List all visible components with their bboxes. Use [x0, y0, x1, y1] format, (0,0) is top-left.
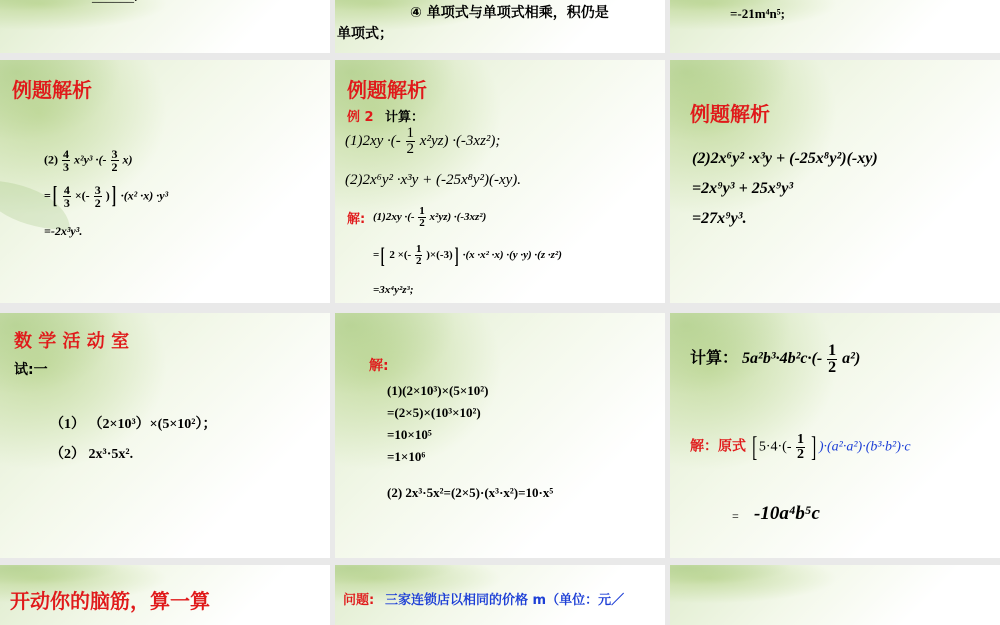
result-line: =-21m⁴n⁵;	[730, 6, 785, 21]
fraction-3-2-b: $\frac{3}{2}$	[94, 183, 101, 210]
answer-blank	[92, 0, 138, 6]
line2-start: =	[44, 188, 51, 203]
slide-title: 例题解析	[12, 78, 92, 102]
slide-r3-right[interactable]	[670, 313, 1000, 558]
solution-line2: =[ 2 ×(- $\frac{1}{2}$ )×(-3)] ·(x ·x² ·x) ·(y ·y) ·(z ·z²)	[373, 242, 562, 268]
exercise-2: （2） 2x³·5x².	[50, 447, 134, 462]
slide-r4-right[interactable]	[670, 565, 1000, 625]
equals-sign: =	[732, 509, 739, 523]
fraction-4-3-b: $\frac{4}{3}$	[63, 183, 70, 210]
item4-line1: ④ 单项式与单项式相乘，积仍是	[410, 5, 609, 21]
solution-line1: (1)2xy ·(- $\frac{1}{2}$ x²yz) ·(-3xz²)	[373, 205, 487, 229]
solution-line: =10×10⁵	[387, 427, 432, 442]
example-line2: =[ $\frac{4}{3}$ ×(- $\frac{3}{2}$ )] ·(x² ·x) ·y³	[44, 182, 169, 210]
problem-1: (1)2xy ·(- $\frac{1}{2}$ x²yz) ·(-3xz²);	[345, 125, 501, 157]
slide-title: 例题解析	[690, 102, 770, 126]
line2-mid: ×(-	[74, 188, 90, 203]
line2-end: )	[105, 188, 110, 203]
slide-title: 例题解析	[347, 78, 427, 102]
fraction-4-3: $\frac{4}{3}$	[63, 147, 69, 174]
solution-line: =1×10⁶	[387, 449, 426, 464]
slide-r3-mid[interactable]	[335, 313, 665, 558]
solution-label: 解:	[347, 212, 366, 227]
example-line1	[44, 148, 133, 173]
slide-r1-left[interactable]	[0, 0, 330, 53]
fraction-3-2: $\frac{3}{2}$	[111, 147, 118, 174]
slide-r2-mid[interactable]	[335, 60, 665, 303]
solution-line3: =3x⁴y²z³;	[373, 284, 414, 296]
calc-label: 计算：	[385, 110, 425, 125]
final-result: -10a⁴b⁵c	[754, 503, 820, 524]
slide-r4-mid[interactable]	[335, 565, 665, 625]
solution-expression: 解：原式 [ 5·4·(- $\frac{1}{2}$ ] )·(a²·a²)·(b³·b²)·c	[690, 431, 911, 463]
solution-line: =(2×5)×(10³×10²)	[387, 405, 481, 420]
line1-mid: x²y³ ·(-	[74, 152, 107, 167]
result-line1: (2)2x⁶y² ·x³y + (-25x⁸y²)(-xy)	[692, 150, 878, 167]
example-line3: =-2x³y³.	[44, 224, 83, 238]
section-title: 数 学 活 动 室	[14, 331, 130, 352]
partial-title: 开动你的脑筋，算一算	[10, 589, 210, 613]
slide-r2-left[interactable]	[0, 60, 330, 303]
slide-r1-mid[interactable]	[335, 0, 665, 53]
slide-r4-left[interactable]	[0, 565, 330, 625]
problem-2: (2)2x⁶y² ·x³y + (-25x⁸y²)(-xy).	[345, 172, 522, 188]
solution-line: (1)(2×10³)×(5×10²)	[387, 383, 489, 398]
slide-r2-right[interactable]	[670, 60, 1000, 303]
solution-line: (2) 2x³·5x²=(2×5)·(x³·x²)=10·x⁵	[387, 485, 554, 500]
problem-text: 三家连锁店以相同的价格 m（单位：元／	[385, 593, 625, 608]
problem-label: 问题:	[343, 593, 375, 608]
item4-line2: 单项式；	[337, 26, 393, 42]
example-label: 例 2	[347, 110, 374, 125]
slide-r3-left[interactable]	[0, 313, 330, 558]
slide-r1-right[interactable]	[670, 0, 1000, 53]
solution-label: 解:	[369, 358, 389, 374]
problem-prefix: (2)	[44, 152, 58, 167]
result-line3: =27x⁹y³.	[692, 210, 747, 227]
try-label: 试:一	[14, 362, 48, 378]
calc-expression: 计算： 5a²b³·4b²c·(- $\frac{1}{2}$ a²)	[690, 342, 861, 376]
line2-tail: ·(x² ·x) ·y³	[120, 188, 169, 203]
exercise-1: （1） （2×10³）×(5×10²）；	[50, 417, 217, 432]
line1-end: x)	[122, 152, 133, 167]
result-line2: =2x⁹y³ + 25x⁹y³	[692, 180, 794, 197]
